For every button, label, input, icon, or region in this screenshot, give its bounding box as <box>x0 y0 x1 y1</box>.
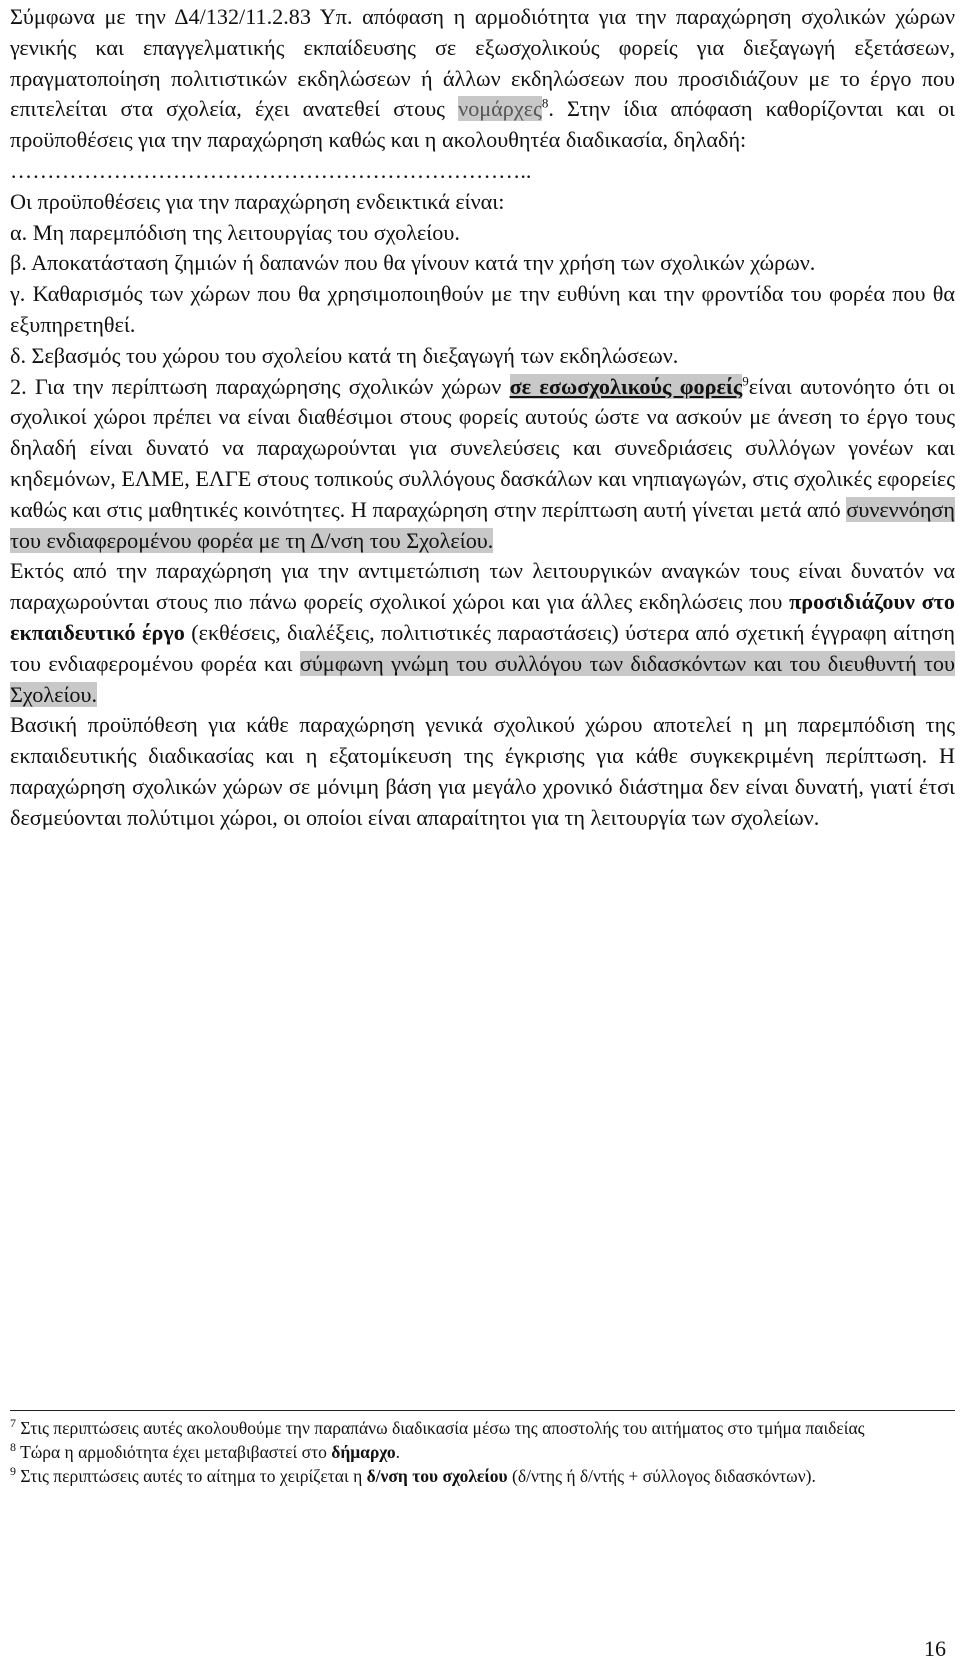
paragraph-2 <box>10 372 955 557</box>
footnote-8-number: 8 <box>10 1440 16 1455</box>
condition-c: γ. Καθαρισμός των χώρων που θα χρησιμοποιηθούν με την ευθύνη και την φροντίδα του φορέα που θα εξυπηρετηθεί. <box>10 281 955 337</box>
footnotes <box>10 1416 955 1488</box>
paragraph-3-text: Εκτός από την παραχώρηση για την αντιμετώπιση των λειτουργικών αναγκών τους είναι δυνατόν να παραχωρούνται στους πιο πάνω φορείς σχολικοί χώροι και για άλλες εκδηλώσεις που <box>10 558 955 615</box>
paragraph-3-text-mid: (εκθέσεις, διαλέξεις, πολιτιστικές παραστάσεις) ύστερα από σχετική έγγραφη αίτηση του ενδιαφερομένου φορέα και <box>10 619 956 676</box>
nomarxes-highlight: νομάρχες <box>458 96 542 122</box>
document-page <box>10 0 955 834</box>
footnote-ref-9[interactable]: 9 <box>742 373 749 389</box>
footnote-ref-8[interactable]: 8 <box>541 96 549 111</box>
footnote-8 <box>10 1440 955 1464</box>
internal-bodies-emphasis: σε εσωσχολικούς φορείς <box>509 373 743 399</box>
page-number: 16 <box>924 1636 946 1661</box>
condition-b: β. Αποκατάσταση ζημιών ή δαπανών που θα γίνουν κατά την χρήση των σχολικών χώρων. <box>10 250 816 276</box>
paragraph-3 <box>10 556 955 710</box>
footnote-9-text-end: (δ/ντης ή δ/ντής + σύλλογος διδασκόντων). <box>507 1466 816 1486</box>
footnote-7-text: Στις περιπτώσεις αυτές ακολουθούμε την παραπάνω διαδικασία μέσω της αποστολής του αιτήματος στο τμήμα παιδείας <box>20 1418 865 1438</box>
footnote-9 <box>10 1464 955 1488</box>
footnote-rule <box>10 1410 955 1411</box>
footnote-8-text-end: . <box>395 1442 401 1462</box>
footnote-8-text: Τώρα η αρμοδιότητα έχει μεταβιβαστεί στο <box>20 1442 332 1462</box>
paragraph-4: Βασική προϋπόθεση για κάθε παραχώρηση γενικά σχολικού χώρου αποτελεί η μη παρεμπόδιση της εκπαιδευτικής διαδικασίας και η εξατομίκευση της έγκρισης για κάθε συγκεκριμένη περίπτωση. Η παραχώρηση σχολικών χώρων σε μόνιμη βάση για μεγάλο χρονικό διάστημα δεν είναι δυνατή, γιατί έτσι δεσμεύονται πολύτιμοι χώροι, οι οποίοι είναι απαραίτητοι για τη λειτουργία των σχολείων. <box>10 712 955 830</box>
footnote-7 <box>10 1416 955 1440</box>
paragraph-2-text: 2. Για την περίπτωση παραχώρησης σχολικών χώρων <box>10 373 510 399</box>
paragraph-3-highlight: σύμφωνη γνώμη του συλλόγου των διδασκόντων και του διευθυντή του Σχολείου. <box>10 650 956 707</box>
paragraph-1-text-end: . Στην ίδια απόφαση καθορίζονται και οι προϋποθέσεις για την παραχώρηση καθώς και η ακολουθητέα διαδικασία, δηλαδή: <box>10 96 956 153</box>
ellipsis-line: …………………………………………………………….. <box>10 157 532 183</box>
paragraph-1-text: Σύμφωνα με την Δ4/132/11.2.83 Υπ. απόφαση η αρμοδιότητα για την παραχώρηση σχολικών χώρων γενικής και επαγγελματικής εκπαίδευσης σε εξωσχολικούς φορείς για διεξαγωγή εξετάσεων, πραγματοποίηση πολιτιστικών εκδηλώσεων ή άλλων εκδηλώσεων που προσιδιάζουν με το έργο που επιτελείται στα σχολεία, έχει ανατεθεί στους <box>10 4 955 122</box>
footnote-7-number: 7 <box>10 1416 16 1431</box>
conditions-intro: Οι προϋποθέσεις για την παραχώρηση ενδεικτικά είναι: <box>10 188 505 214</box>
condition-a: α. Μη παρεμπόδιση της λειτουργίας του σχολείου. <box>10 219 460 245</box>
footnote-9-number: 9 <box>10 1464 16 1479</box>
condition-d: δ. Σεβασμός του χώρου του σχολείου κατά τη διεξαγωγή των εκδηλώσεων. <box>10 342 679 368</box>
paragraph-2-text-mid: είναι αυτονόητο ότι οι σχολικοί χώροι πρέπει να είναι διαθέσιμοι στους φορείς αυτούς ώστε να ασκούν με άνεση το έργο τους δηλαδή είναι δυνατό να παραχωρούνται για συνελεύσεις και συνεδριάσεις συλλόγων γονέων και κηδεμόνων, ΕΛΜΕ, ΕΛΓΕ στους τοπικούς συλλόγους δασκάλων και νηπιαγωγών, στις σχολικές εφορείες καθώς και στις μαθητικές κοινότητες. Η παραχώρηση στην περίπτωση αυτή γίνεται μετά από <box>10 373 956 522</box>
footnote-9-bold: δ/νση του σχολείου <box>366 1466 508 1486</box>
paragraph-1 <box>10 2 955 156</box>
paragraph-3-bold: προσιδιάζουν στο εκπαιδευτικό έργο <box>10 589 956 645</box>
footnote-9-text: Στις περιπτώσεις αυτές το αίτημα το χειρίζεται η <box>20 1466 367 1486</box>
footnote-8-bold: δήμαρχο <box>331 1442 396 1462</box>
paragraph-2-highlight: συνεννόηση του ενδιαφερομένου φορέα με τη Δ/νση του Σχολείου. <box>10 496 955 553</box>
